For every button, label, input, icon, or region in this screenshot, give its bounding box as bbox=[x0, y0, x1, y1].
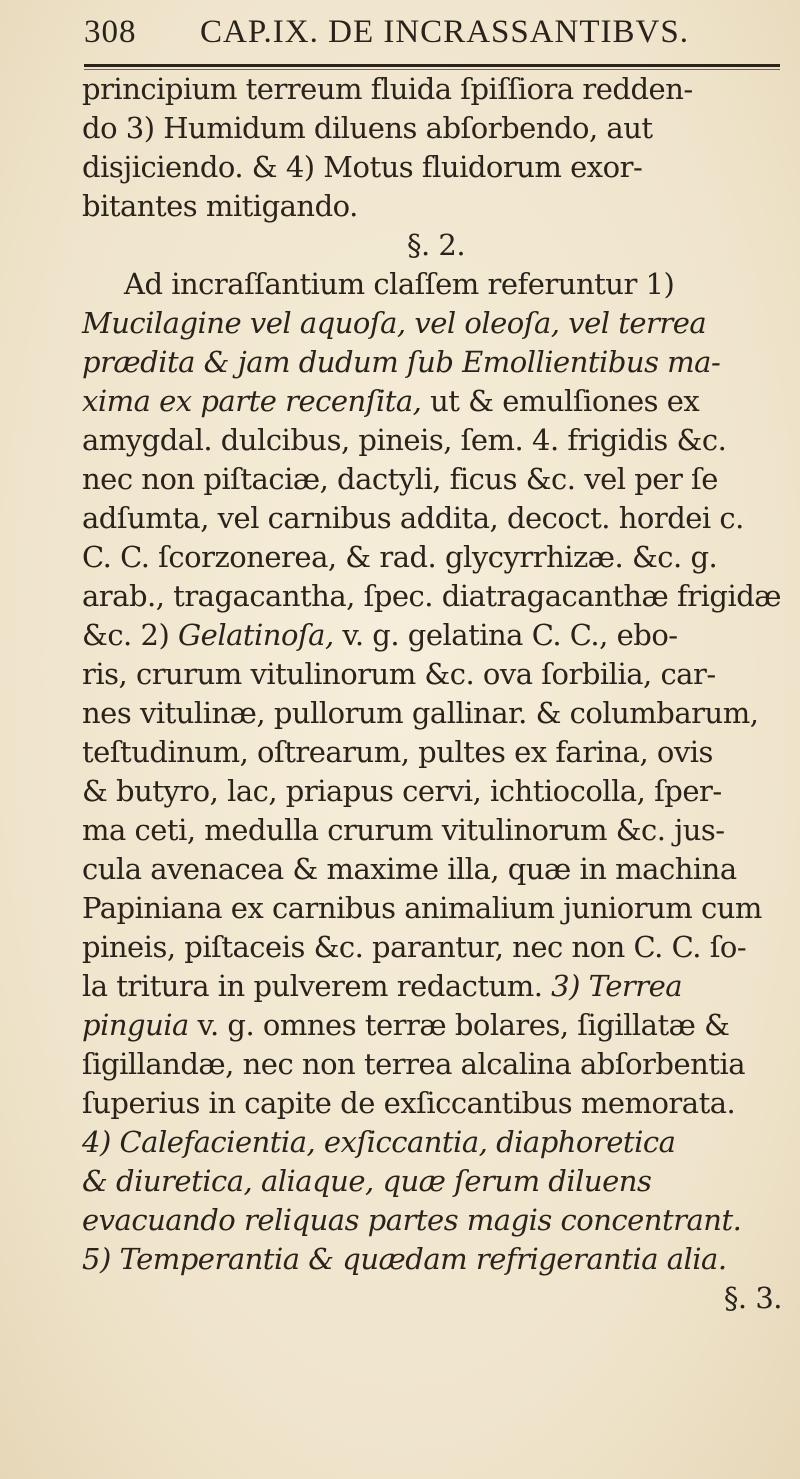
text-line: xima ex parte recenſita, ut & emulſiones ex bbox=[82, 384, 700, 418]
text-line: ſuperius in capite de exſiccantibus memorata. bbox=[82, 1086, 736, 1120]
text-line: la tritura in pulverem redactum. 3) Terrea bbox=[82, 969, 683, 1003]
text-line: Papiniana ex carnibus animalium juniorum cum bbox=[82, 891, 762, 925]
text-line: bitantes mitigando. bbox=[82, 189, 358, 223]
text-line: amygdal. dulcibus, pineis, ſem. 4. frigidis &c. bbox=[82, 423, 727, 457]
text-line: pinguia v. g. omnes terræ bolares, ſigillatæ & bbox=[82, 1008, 730, 1042]
catchword: §. 3. bbox=[723, 1281, 782, 1315]
text-line: Mucilagine vel aquoſa, vel oleoſa, vel terrea bbox=[82, 306, 707, 340]
page-number: 308 bbox=[84, 14, 137, 50]
text-line: prædita & jam dudum ſub Emollientibus ma- bbox=[82, 345, 721, 379]
text-line: ma ceti, medulla crurum vitulinorum &c. jus- bbox=[82, 813, 725, 847]
text-line: C. C. ſcorzonerea, & rad. glycyrrhizæ. &c. g. bbox=[82, 540, 718, 574]
text-line: adſumta, vel carnibus addita, decoct. hordei c. bbox=[82, 501, 744, 535]
text-line: cula avenacea & maxime illa, quæ in machina bbox=[82, 852, 737, 886]
body-text bbox=[82, 70, 790, 1318]
running-title: CAP.IX. DE INCRASSANTIBVS. bbox=[200, 14, 689, 50]
text-line: 5) Temperantia & quædam refrigerantia alia. bbox=[82, 1242, 727, 1276]
text-line: do 3) Humidum diluens abſorbendo, aut bbox=[82, 111, 653, 145]
text-line: ris, crurum vitulinorum &c. ova ſorbilia, car- bbox=[82, 657, 716, 691]
page-header bbox=[84, 14, 784, 54]
text-line: nes vitulinæ, pullorum gallinar. & columbarum, bbox=[82, 696, 759, 730]
text-line: disjiciendo. & 4) Motus fluidorum exor- bbox=[82, 150, 643, 184]
text-line: Ad incraſſantium claſſem referuntur 1) bbox=[124, 267, 675, 301]
text-line: evacuando reliquas partes magis concentrant. bbox=[82, 1203, 742, 1237]
text-line: &c. 2) Gelatinoſa, v. g. gelatina C. C., ebo- bbox=[82, 618, 678, 652]
text-line: arab., tragacantha, ſpec. diatragacanthæ frigidæ bbox=[82, 579, 782, 613]
text-line: teſtudinum, oſtrearum, pultes ex farina, ovis bbox=[82, 735, 713, 769]
text-line: 4) Calefacientia, exſiccantia, diaphoretica bbox=[82, 1125, 676, 1159]
text-line: ſigillandæ, nec non terrea alcalina abſorbentia bbox=[82, 1047, 746, 1081]
header-rule bbox=[84, 64, 780, 67]
text-line: & diuretica, aliaque, quæ ſerum diluens bbox=[82, 1164, 652, 1198]
section-heading: §. 2. bbox=[406, 228, 466, 262]
text-line: principium terreum fluida ſpiſſiora redden- bbox=[82, 72, 693, 106]
text-line: pineis, piſtaceis &c. parantur, nec non C. C. ſo- bbox=[82, 930, 747, 964]
text-line: & butyro, lac, priapus cervi, ichtiocolla, ſper- bbox=[82, 774, 722, 808]
text-line: nec non piſtaciæ, dactyli, ficus &c. vel per ſe bbox=[82, 462, 718, 496]
